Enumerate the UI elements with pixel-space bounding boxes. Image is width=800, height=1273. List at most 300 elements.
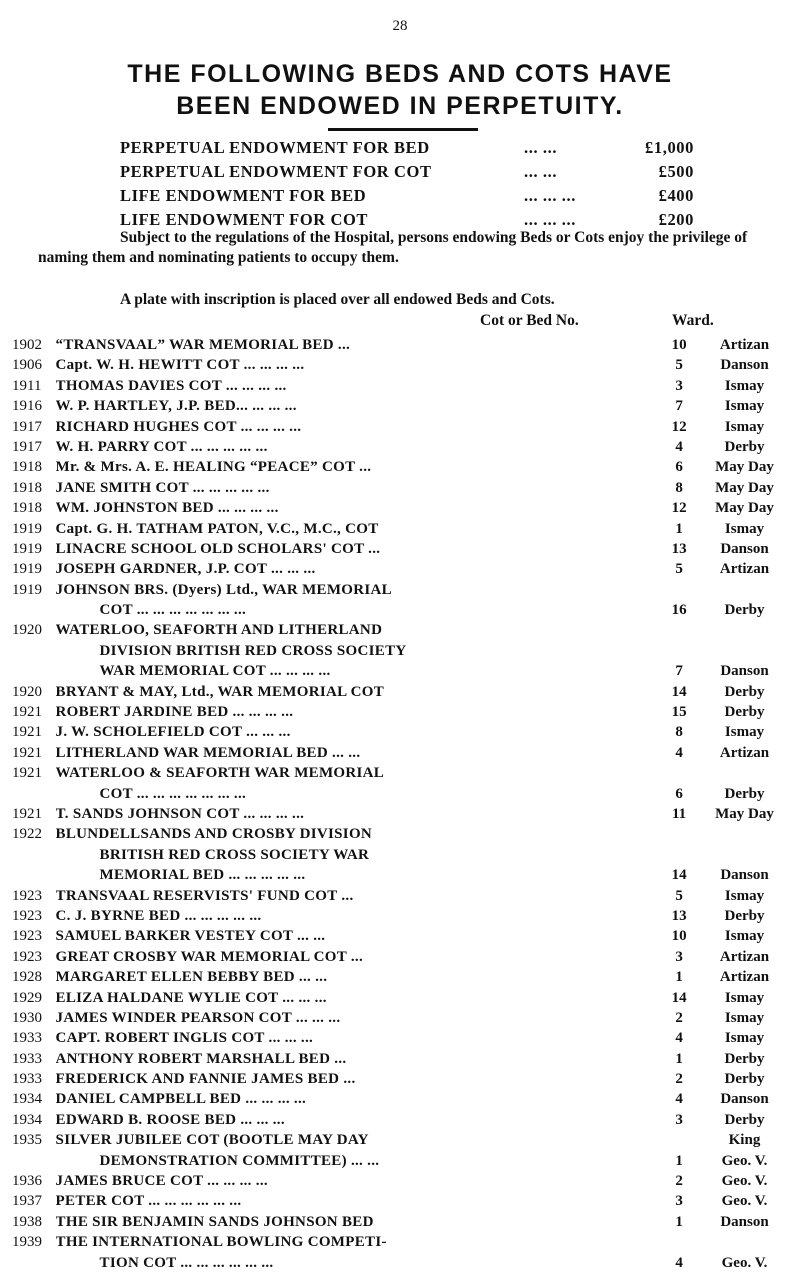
entry-name-line: PETER COT ... ... ... ... ... ...: [55, 1193, 242, 1210]
entry-name-line: FREDERICK AND FANNIE JAMES BED ...: [55, 1071, 356, 1088]
table-row: [12, 559, 792, 579]
spacer: [669, 763, 689, 783]
entry-ward-cell: [689, 1049, 792, 1069]
entry-year: 1937: [12, 1193, 42, 1210]
entry-number-cell: [669, 702, 689, 722]
entry-ward: Danson: [720, 1091, 769, 1108]
entry-name: [56, 926, 670, 946]
entry-ward-cell: [689, 376, 792, 396]
entry-number: 4: [675, 744, 683, 761]
spacer: [697, 824, 792, 844]
entry-number-cell: [669, 824, 689, 885]
plate-paragraph: [38, 290, 768, 310]
entry-number-cell: [669, 417, 689, 437]
entry-number: 3: [675, 948, 683, 965]
entry-ward-cell: [689, 498, 792, 518]
entry-number: 1: [675, 1213, 683, 1230]
entry-number: 3: [675, 377, 683, 394]
entry-ward: May Day: [715, 459, 774, 476]
entry-ward: Geo. V.: [721, 1254, 768, 1271]
entry-name: [56, 1089, 670, 1109]
entry-year: 1918: [12, 479, 42, 496]
entry-year: 1906: [12, 357, 42, 374]
entry-number: 8: [675, 479, 683, 496]
entry-ward-cell: [689, 1008, 792, 1028]
entry-ward: Derby: [724, 1050, 765, 1067]
entry-name: [56, 580, 670, 621]
entry-name: [56, 824, 670, 885]
entry-year: 1933: [12, 1071, 42, 1088]
entry-name: [56, 682, 670, 702]
entry-number-cell: [669, 1130, 689, 1171]
entry-year: 1916: [12, 398, 42, 415]
entry-number-cell: [669, 1171, 689, 1191]
entry-ward: Derby: [724, 785, 765, 802]
entry-year: 1921: [12, 805, 42, 822]
entry-name: [56, 947, 670, 967]
entry-name-line: SILVER JUBILEE COT (BOOTLE MAY DAY: [55, 1132, 369, 1149]
entry-ward: Ismay: [724, 1009, 765, 1026]
entry-name: [56, 559, 670, 579]
entry-number-cell: [669, 682, 689, 702]
spacer: [697, 1232, 792, 1252]
entry-name-line: TION COT ... ... ... ... ... ...: [99, 1254, 274, 1271]
table-row: [12, 722, 792, 742]
entry-number-cell: [669, 1049, 689, 1069]
entry-ward-cell: [689, 478, 792, 498]
entry-name: [56, 539, 670, 559]
table-row: [12, 580, 792, 621]
entry-name: [56, 620, 670, 681]
entry-name: [56, 457, 670, 477]
entry-name-line: JOHNSON BRS. (Dyers) Ltd., WAR MEMORIAL: [55, 581, 392, 598]
entry-ward-cell: [689, 988, 792, 1008]
entry-name-line: LITHERLAND WAR MEMORIAL BED ... ...: [55, 744, 361, 761]
entry-number-cell: [669, 1212, 689, 1232]
entry-number: 3: [675, 1111, 683, 1128]
table-row: [12, 478, 792, 498]
table-row: [12, 1191, 792, 1211]
entry-number-cell: [669, 722, 689, 742]
table-row: [12, 355, 792, 375]
table-row: [12, 519, 792, 539]
table-row: [12, 947, 792, 967]
entry-year: 1902: [12, 337, 42, 353]
entry-number: 1: [675, 969, 683, 986]
table-row: [12, 1110, 792, 1130]
entry-name-line: C. J. BYRNE BED ... ... ... ... ...: [55, 907, 262, 924]
entry-name-line: WAR MEMORIAL COT ... ... ... ...: [99, 663, 331, 680]
table-row: [12, 376, 792, 396]
table-row: [12, 1028, 792, 1048]
entry-year: 1933: [12, 1030, 42, 1047]
entry-year: 1930: [12, 1009, 42, 1026]
entry-name: [56, 763, 670, 804]
endowment-fee-list: [120, 136, 720, 232]
entry-name-line: JANE SMITH COT ... ... ... ... ...: [55, 479, 270, 496]
column-headers: [480, 312, 780, 330]
entry-ward-cell: [689, 1191, 792, 1211]
entry-ward: Danson: [720, 1213, 769, 1230]
entry-ward: Ismay: [724, 928, 765, 945]
entry-name: [56, 1110, 670, 1130]
fee-amount: £500: [658, 162, 694, 181]
entry-number: 4: [675, 1030, 683, 1047]
heading-rule: [328, 128, 478, 131]
fee-row: [120, 160, 720, 184]
entry-number-cell: [669, 335, 689, 355]
entry-name-line: GREAT CROSBY WAR MEMORIAL COT ...: [55, 948, 363, 965]
entry-ward: Derby: [724, 907, 765, 924]
entry-name: [56, 906, 670, 926]
entry-name-line: J. W. SCHOLEFIELD COT ... ... ...: [55, 724, 291, 741]
entry-ward-cell: [689, 886, 792, 906]
entry-number: 11: [671, 805, 687, 822]
entry-year: 1911: [12, 377, 42, 394]
entry-number: 14: [671, 683, 687, 700]
entry-name-line: CAPT. ROBERT INGLIS COT ... ... ...: [55, 1030, 314, 1047]
fee-row: [120, 136, 720, 160]
page-number: 28: [392, 18, 408, 34]
entry-number: 15: [671, 704, 687, 721]
table-row: [12, 906, 792, 926]
entry-ward: Ismay: [724, 1030, 765, 1047]
entry-ward: Danson: [720, 663, 769, 680]
fee-label: PERPETUAL ENDOWMENT FOR BED: [120, 138, 430, 157]
entry-ward-cell: [689, 1028, 792, 1048]
entry-year: 1918: [12, 459, 42, 476]
entry-ward: May Day: [715, 479, 774, 496]
fee-label: LIFE ENDOWMENT FOR BED: [120, 186, 367, 205]
entry-number-cell: [669, 457, 689, 477]
entry-name: [56, 886, 670, 906]
entry-ward-cell: [689, 906, 792, 926]
entry-number-cell: [669, 376, 689, 396]
entry-name-line: JAMES WINDER PEARSON COT ... ... ...: [55, 1009, 341, 1026]
entry-ward-cell: [689, 682, 792, 702]
entry-name: [56, 1028, 670, 1048]
table-row: [12, 926, 792, 946]
spacer: [697, 620, 792, 640]
spacer: [669, 641, 689, 661]
entry-year: 1923: [12, 887, 42, 904]
spacer: [697, 845, 792, 865]
entry-number: 14: [671, 867, 687, 884]
entry-name: [56, 1069, 670, 1089]
fee-label: LIFE ENDOWMENT FOR COT: [120, 210, 369, 229]
entry-name: [56, 396, 670, 416]
entry-number-cell: [669, 1191, 689, 1211]
entry-number-cell: [669, 743, 689, 763]
entry-name-line: COT ... ... ... ... ... ... ...: [99, 602, 247, 619]
table-row: [12, 539, 792, 559]
entry-ward-cell: [689, 1069, 792, 1089]
entry-name: [56, 1008, 670, 1028]
table-row: [12, 1089, 792, 1109]
entry-name-line: THE INTERNATIONAL BOWLING COMPETI-: [55, 1234, 387, 1251]
entry-name: [56, 1232, 670, 1273]
table-row: [12, 1008, 792, 1028]
spacer: [669, 1232, 689, 1252]
entry-name-line: ROBERT JARDINE BED ... ... ... ...: [55, 704, 294, 721]
entry-year: 1917: [12, 438, 42, 455]
entry-ward-cell: [689, 743, 792, 763]
entry-name-line: W. P. HARTLEY, J.P. BED... ... ... ...: [55, 398, 297, 415]
entry-number: 4: [675, 1254, 683, 1271]
ward-header: Ward.: [672, 312, 714, 329]
spacer: [669, 1130, 689, 1150]
entry-name: [56, 335, 670, 355]
spacer: [669, 580, 689, 600]
page-title: THE FOLLOWING BEDS AND COTS HAVE: [127, 60, 673, 88]
table-row: [12, 967, 792, 987]
entry-name-line: MEMORIAL BED ... ... ... ... ...: [99, 867, 306, 884]
entry-year: 1934: [12, 1111, 42, 1128]
entry-number: 1: [675, 1050, 683, 1067]
entry-number-cell: [669, 1089, 689, 1109]
entry-name-line: DIVISION BRITISH RED CROSS SOCIETY: [99, 642, 407, 659]
entry-name: [56, 417, 670, 437]
entry-year: 1919: [12, 520, 42, 537]
entry-ward-cell: [689, 1232, 792, 1273]
entry-number-cell: [669, 396, 689, 416]
entry-ward-cell: [689, 926, 792, 946]
entry-ward: May Day: [715, 805, 774, 822]
entry-name-line: WM. JOHNSTON BED ... ... ... ...: [55, 500, 279, 517]
entry-number-cell: [669, 947, 689, 967]
entry-year: 1934: [12, 1091, 42, 1108]
entry-number: 7: [675, 663, 683, 680]
entry-number-cell: [669, 763, 689, 804]
page-subtitle: BEEN ENDOWED IN PERPETUITY.: [176, 92, 624, 120]
entry-number: 12: [671, 418, 687, 435]
entry-number: 5: [675, 357, 683, 374]
entry-ward: Ismay: [724, 887, 765, 904]
entry-year: 1917: [12, 418, 42, 435]
entry-number-cell: [669, 580, 689, 621]
entry-number-cell: [669, 355, 689, 375]
entry-year: 1936: [12, 1173, 42, 1190]
entry-ward: Danson: [720, 357, 769, 374]
entry-ward-cell: [689, 1130, 792, 1171]
entry-ward-cell: [689, 702, 792, 722]
entry-ward-cell: [689, 1212, 792, 1232]
entry-ward: Derby: [724, 1071, 765, 1088]
entry-ward-cell: [689, 580, 792, 621]
entry-number: 6: [675, 459, 683, 476]
entry-year: 1923: [12, 928, 42, 945]
spacer: [669, 845, 689, 865]
spacer: [697, 641, 792, 661]
entry-ward-cell: [689, 437, 792, 457]
entry-ward: Geo. V.: [721, 1193, 768, 1210]
entry-ward-cell: [689, 335, 792, 355]
entry-name-line: BLUNDELLSANDS AND CROSBY DIVISION: [55, 826, 373, 843]
entry-year: 1919: [12, 540, 42, 557]
entry-ward-cell: [689, 804, 792, 824]
entry-ward: Artizan: [719, 948, 770, 965]
fee-leader-dots: ... ... ...: [524, 210, 576, 229]
entry-ward-cell: [689, 417, 792, 437]
entry-number-cell: [669, 478, 689, 498]
table-row: [12, 498, 792, 518]
entry-ward: Artizan: [719, 337, 770, 353]
entry-ward-cell: [689, 355, 792, 375]
entry-number-cell: [669, 498, 689, 518]
table-row: [12, 988, 792, 1008]
entry-year: 1923: [12, 948, 42, 965]
entry-number-cell: [669, 620, 689, 681]
entry-ward: Artizan: [719, 561, 770, 578]
entry-ward: Ismay: [724, 418, 765, 435]
table-row: [12, 886, 792, 906]
entry-name: [56, 1191, 670, 1211]
entry-name-line: T. SANDS JOHNSON COT ... ... ... ...: [55, 805, 305, 822]
entry-year: 1919: [12, 581, 42, 598]
entry-name-line: RICHARD HUGHES COT ... ... ... ...: [55, 418, 302, 435]
table-row: [12, 437, 792, 457]
entry-name: [56, 804, 670, 824]
entry-ward-cell: [689, 947, 792, 967]
entry-number: 5: [675, 887, 683, 904]
entry-number-cell: [669, 906, 689, 926]
entry-name-line: JAMES BRUCE COT ... ... ... ...: [55, 1173, 268, 1190]
table-row: [12, 417, 792, 437]
entry-ward: Ismay: [724, 520, 765, 537]
entry-name: [56, 1171, 670, 1191]
entry-name: [56, 498, 670, 518]
table-row: [12, 1069, 792, 1089]
entry-ward: Derby: [724, 1111, 765, 1128]
entry-name-line: W. H. PARRY COT ... ... ... ... ...: [55, 438, 268, 455]
fee-amount: £200: [658, 210, 694, 229]
entry-number-cell: [669, 519, 689, 539]
entry-name-line: JOSEPH GARDNER, J.P. COT ... ... ...: [55, 561, 316, 578]
entry-name-line: DEMONSTRATION COMMITTEE) ... ...: [99, 1152, 380, 1169]
entry-name: [56, 967, 670, 987]
entry-year: 1929: [12, 989, 42, 1006]
entry-year: 1921: [12, 704, 42, 721]
entry-name: [56, 355, 670, 375]
entry-year: 1928: [12, 969, 42, 986]
entry-number: 13: [671, 540, 687, 557]
entry-year: 1922: [12, 826, 42, 843]
entry-number-cell: [669, 1232, 689, 1273]
entry-year: 1939: [12, 1234, 42, 1251]
entry-number-cell: [669, 437, 689, 457]
entry-ward-cell: [689, 457, 792, 477]
entry-number: 10: [671, 928, 687, 945]
entry-ward: May Day: [715, 500, 774, 517]
entry-number-cell: [669, 1008, 689, 1028]
entry-name-line: LINACRE SCHOOL OLD SCHOLARS' COT ...: [55, 540, 381, 557]
table-row: [12, 1171, 792, 1191]
table-row: [12, 682, 792, 702]
entry-ward-cell: [689, 1171, 792, 1191]
entry-number: 2: [675, 1173, 683, 1190]
entry-number: 2: [675, 1071, 683, 1088]
spacer: [697, 763, 792, 783]
entry-year: 1921: [12, 724, 42, 741]
entry-ward-cell: [689, 967, 792, 987]
table-row: [12, 763, 792, 804]
entry-year: 1923: [12, 907, 42, 924]
entry-number-cell: [669, 1028, 689, 1048]
plate-text: A plate with inscription is placed over all endowed Beds and Cots.: [120, 291, 555, 308]
entry-name-line: WATERLOO & SEAFORTH WAR MEMORIAL: [55, 765, 385, 782]
table-row: [12, 1130, 792, 1171]
spacer: [669, 824, 689, 844]
entry-number: 2: [675, 1009, 683, 1026]
entry-number: 13: [671, 907, 687, 924]
fee-amount: £1,000: [645, 138, 694, 157]
entry-number-cell: [669, 988, 689, 1008]
entry-ward-cell: [689, 763, 792, 804]
fee-label: PERPETUAL ENDOWMENT FOR COT: [120, 162, 432, 181]
entry-ward: Ismay: [724, 724, 765, 741]
table-row: [12, 396, 792, 416]
table-row: [12, 335, 792, 355]
entry-number: 16: [671, 602, 687, 619]
entry-name: [56, 1049, 670, 1069]
table-row: [12, 620, 792, 681]
entry-name: [56, 376, 670, 396]
entry-name-line: COT ... ... ... ... ... ... ...: [99, 785, 247, 802]
entry-name: [56, 1130, 670, 1171]
table-row: [12, 824, 792, 885]
entry-year: 1933: [12, 1050, 42, 1067]
entry-name: [56, 722, 670, 742]
entry-number: 14: [671, 989, 687, 1006]
entry-year: 1938: [12, 1213, 42, 1230]
entry-number-cell: [669, 539, 689, 559]
entry-name: [56, 1212, 670, 1232]
entry-number: 1: [675, 520, 683, 537]
entry-number: 5: [675, 561, 683, 578]
entry-ward-cell: [689, 396, 792, 416]
entry-ward-cell: [689, 824, 792, 885]
entry-number: 10: [671, 337, 687, 353]
entry-number-cell: [669, 886, 689, 906]
entry-number-cell: [669, 1110, 689, 1130]
fee-leader-dots: ... ...: [524, 138, 558, 157]
spacer: [669, 620, 689, 640]
entry-number-cell: [669, 926, 689, 946]
entry-name-line: BRITISH RED CROSS SOCIETY WAR: [99, 846, 370, 863]
entry-name-line: SAMUEL BARKER VESTEY COT ... ...: [55, 928, 326, 945]
table-row: [12, 1232, 792, 1273]
table-row: [12, 457, 792, 477]
entry-ward-cell: [689, 559, 792, 579]
entry-ward: Derby: [724, 438, 765, 455]
entry-number: 3: [675, 1193, 683, 1210]
table-row: [12, 743, 792, 763]
entry-name-line: THE SIR BENJAMIN SANDS JOHNSON BED: [55, 1213, 374, 1230]
regulations-paragraph: [38, 228, 768, 268]
entry-name-line: MARGARET ELLEN BEBBY BED ... ...: [55, 969, 328, 986]
fee-leader-dots: ... ... ...: [524, 186, 576, 205]
entry-name-line: THOMAS DAVIES COT ... ... ... ...: [55, 377, 287, 394]
entry-name-line: BRYANT & MAY, Ltd., WAR MEMORIAL COT: [55, 683, 385, 700]
entry-ward-cell: [689, 539, 792, 559]
entry-number-cell: [669, 559, 689, 579]
entry-year: 1921: [12, 744, 42, 761]
entry-number-cell: [669, 804, 689, 824]
entry-ward: Ismay: [724, 989, 765, 1006]
entry-ward-cell: [689, 1089, 792, 1109]
entry-name-line: Capt. G. H. TATHAM PATON, V.C., M.C., COT: [55, 520, 379, 537]
entry-ward: Ismay: [724, 377, 765, 394]
